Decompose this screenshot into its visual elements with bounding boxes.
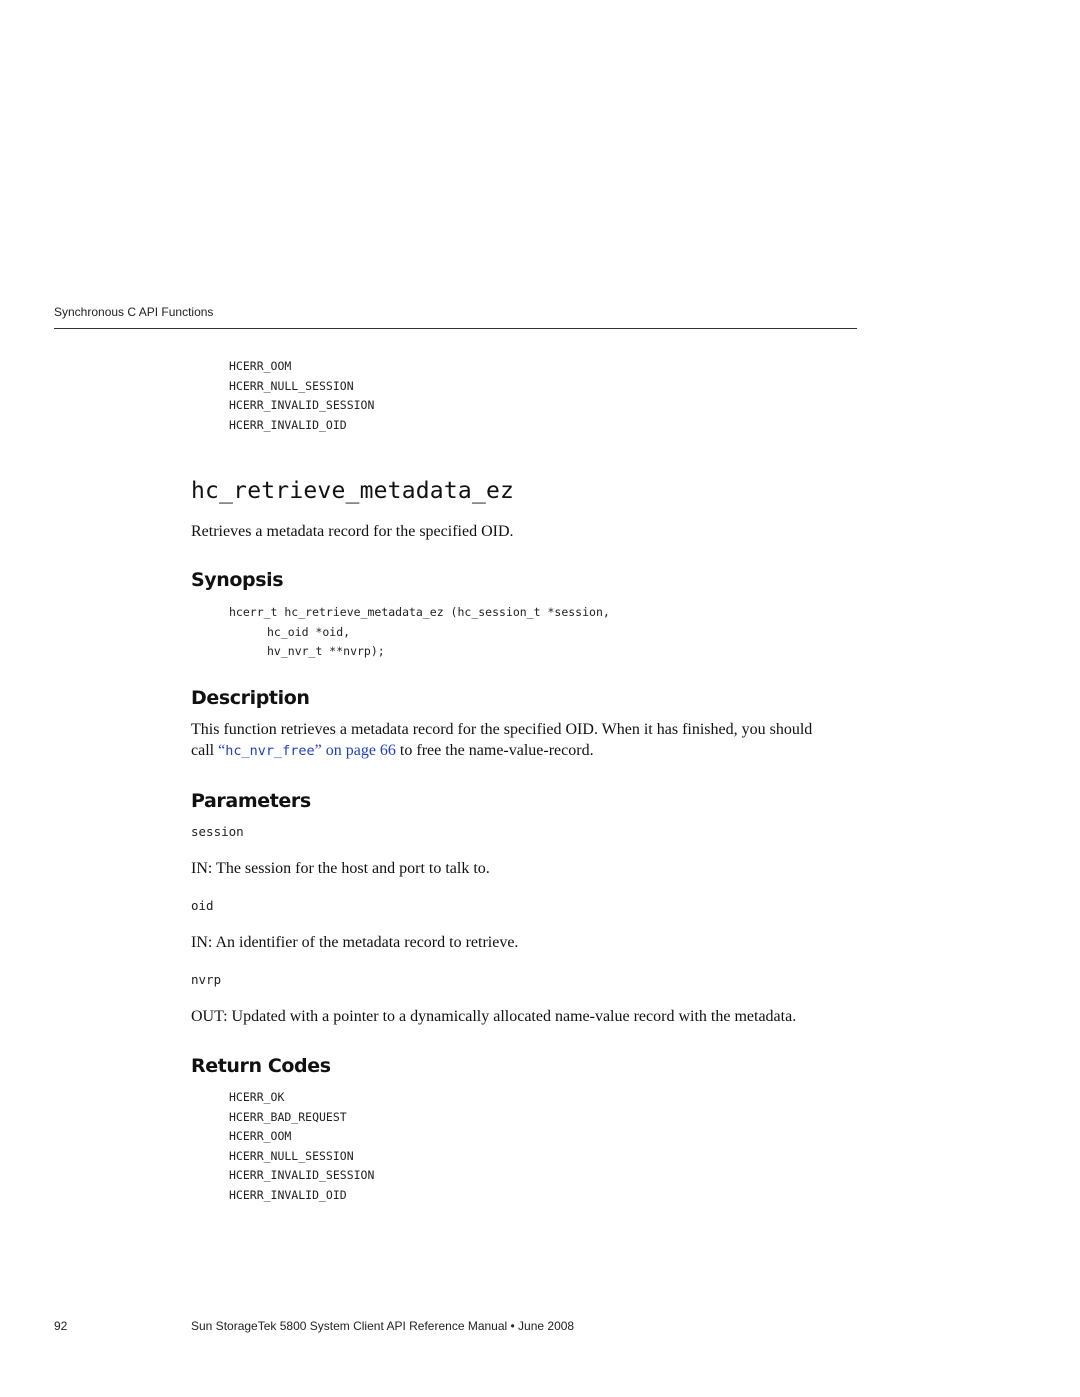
param-name-nvrp: nvrp	[191, 972, 222, 987]
header-rule	[54, 328, 857, 329]
description-text-before: This function retrieves a metadata record for the specified OID. When it has finished, you should call	[191, 721, 813, 759]
synopsis-heading: Synopsis	[191, 569, 284, 591]
return-code: HCERR_OOM	[229, 1129, 292, 1143]
description-heading: Description	[191, 687, 310, 709]
parameters-heading: Parameters	[191, 790, 311, 812]
function-summary: Retrieves a metadata record for the specified OID.	[191, 523, 514, 540]
return-code: HCERR_NULL_SESSION	[229, 378, 354, 393]
page-number: 92	[54, 1319, 68, 1333]
synopsis-line: hv_nvr_t **nvrp);	[267, 644, 385, 658]
return-code: HCERR_OK	[229, 1090, 285, 1104]
description-text-after: to free the name-value-record.	[395, 742, 594, 759]
param-name-session: session	[191, 824, 244, 839]
synopsis-code	[229, 603, 610, 662]
link-open-quote: “	[218, 742, 226, 759]
footer-title: Sun StorageTek 5800 System Client API Reference Manual • June 2008	[191, 1319, 575, 1333]
return-code: HCERR_INVALID_OID	[229, 1187, 347, 1202]
param-desc-session: IN: The session for the host and port to talk to.	[191, 860, 490, 877]
link-page-ref: ” on page 66	[314, 742, 396, 759]
running-head: Synchronous C API Functions	[54, 305, 214, 319]
return-code: HCERR_INVALID_SESSION	[229, 1168, 375, 1182]
function-title: hc_retrieve_metadata_ez	[191, 478, 515, 504]
return-code: HCERR_NULL_SESSION	[229, 1148, 354, 1163]
return-code: HCERR_BAD_REQUEST	[229, 1109, 347, 1124]
param-name-oid: oid	[191, 898, 214, 913]
param-desc-nvrp: OUT: Updated with a pointer to a dynamically allocated name-value record with the metadata.	[191, 1008, 797, 1025]
link-code: hc_nvr_free	[225, 743, 315, 759]
return-codes-heading: Return Codes	[191, 1055, 331, 1077]
hc-nvr-free-link[interactable]	[218, 742, 396, 759]
return-codes-list	[229, 1088, 374, 1205]
synopsis-line: hc_oid *oid,	[267, 624, 351, 639]
previous-return-codes-list	[229, 357, 374, 435]
description-text	[191, 719, 831, 762]
return-code: HCERR_OOM	[229, 359, 292, 373]
return-code: HCERR_INVALID_SESSION	[229, 398, 375, 412]
return-code: HCERR_INVALID_OID	[229, 417, 347, 432]
synopsis-line: hcerr_t hc_retrieve_metadata_ez (hc_session_t *session,	[229, 605, 610, 619]
param-desc-oid: IN: An identifier of the metadata record to retrieve.	[191, 934, 519, 951]
